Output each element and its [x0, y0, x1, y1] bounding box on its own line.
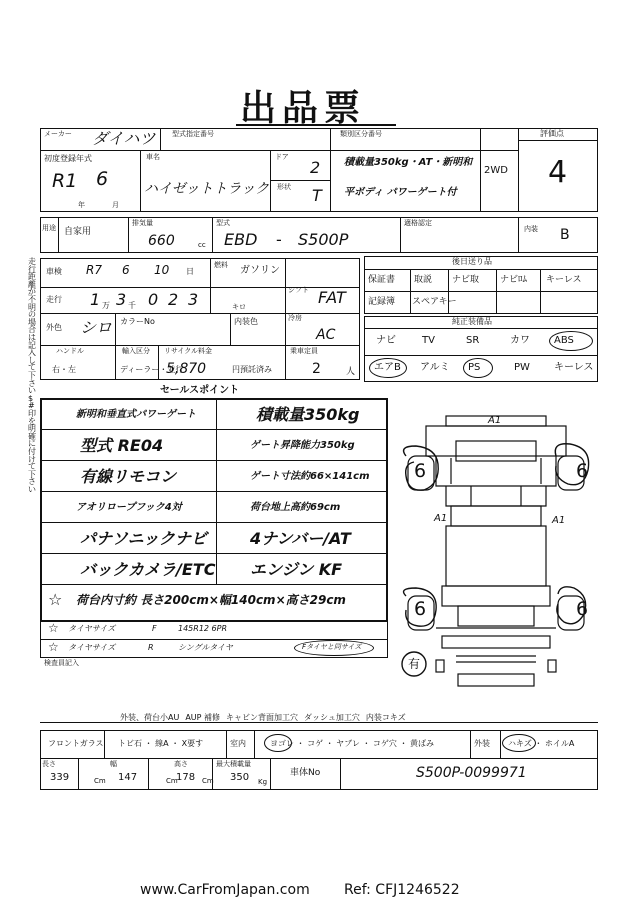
side-note-char: 距: [28, 272, 36, 282]
maker-value: ダイハツ: [92, 129, 156, 148]
height-label: 高さ: [174, 760, 188, 768]
sales-point-right: 荷台地上高約69cm: [250, 502, 341, 513]
reg-era: R1: [52, 170, 78, 192]
mileage-label: 走行: [46, 295, 62, 304]
remark-item: 外装、荷台小AU: [120, 713, 180, 722]
displacement-label: 排気量: [132, 219, 153, 227]
interior-grade: B: [560, 227, 570, 243]
side-note-char: 不: [28, 295, 36, 304]
bed-dimensions: 荷台内寸約 長さ200cm×幅140cm×高さ29cm: [76, 593, 346, 607]
model-code: S500P: [298, 230, 349, 249]
year-unit: 年: [78, 201, 85, 209]
doc-item: 記録簿: [368, 297, 396, 307]
tire-front-mark: F: [152, 624, 157, 633]
capacity-value: 2: [312, 361, 321, 377]
carname-value: ハイゼットトラック: [144, 181, 270, 197]
tire-size-label-front: タイヤサイズ: [68, 624, 116, 633]
damage-mark: 6: [576, 598, 589, 620]
doors-value: 2: [310, 158, 321, 177]
ac-value: AC: [316, 327, 336, 343]
cell-divider: [448, 269, 449, 314]
doc-item: 取説: [414, 275, 433, 285]
remark-item: キャビン背面加工穴: [226, 713, 299, 722]
sales-point-left: アオリロープフック4対: [76, 502, 182, 513]
import-label: 輸入区分: [122, 347, 150, 355]
inspection-month: 10: [154, 263, 170, 277]
cell-divider: [496, 269, 497, 314]
interior-color-label: 内装色: [234, 317, 258, 326]
side-note-char: 場: [28, 317, 36, 327]
glass-label: フロントガラス: [48, 739, 104, 748]
inspector-label: 検査員記入: [44, 659, 79, 667]
width-label: 幅: [110, 760, 117, 768]
equipment-item: ナビ: [376, 335, 396, 346]
damage-mark: A1: [488, 415, 502, 426]
color-no-label: カラーNo: [120, 317, 155, 326]
recycle-note: 円預託済み: [232, 365, 272, 374]
drive-type: 2WD: [484, 165, 508, 176]
title-underline: [236, 124, 396, 126]
star-icon: ☆: [48, 590, 63, 609]
side-note-char: さ: [28, 378, 36, 388]
class-label: 類別区分番号: [340, 130, 382, 138]
side-note-char: を: [28, 416, 36, 426]
remarks-underline: [40, 722, 598, 723]
damage-mark: 有: [408, 657, 421, 671]
equipment-header: 純正装備品: [452, 317, 492, 326]
row-divider: [40, 553, 388, 554]
fuel-value: ガソリン: [240, 265, 280, 276]
side-note-char: い: [28, 485, 36, 494]
side-note-char: 記: [28, 340, 36, 350]
spare-tire-note: Fタイヤと同サイズ: [302, 643, 362, 651]
cell-divider: [410, 269, 411, 314]
equipment-item: アルミ: [420, 362, 450, 373]
vehicle-diagram: [396, 396, 596, 706]
model-label: 型式: [216, 219, 230, 227]
mileage-digit-4: 2: [168, 290, 179, 309]
interior-cond-items: ヨゴレ ・ コゲ ・ ヤブレ ・ コゲ穴 ・ 黄ばみ: [270, 739, 435, 748]
glass-value: トビ石 ・ 線A ・ X要す: [118, 739, 204, 748]
equipment-item: カワ: [510, 335, 530, 346]
mileage-sen: 千: [128, 301, 136, 310]
type-spec-label: 型式指定番号: [172, 130, 214, 138]
sales-header: セールスポイント: [160, 385, 240, 396]
doc-item: ナビﾛﾑ: [500, 275, 528, 285]
length-unit: Cm: [94, 777, 106, 785]
tire-rear-mark: R: [148, 643, 154, 652]
star-icon: ☆: [48, 640, 59, 654]
chassis-value: S500P-0099971: [416, 765, 527, 781]
model-dash: -: [276, 230, 282, 249]
star-icon: ☆: [48, 621, 59, 635]
damage-mark: A1: [434, 513, 448, 524]
spec-line-1: 積載量350kg・AT・新明和: [344, 157, 473, 168]
side-note-char: 印: [28, 409, 36, 418]
sales-point-right: ゲート昇降能力350kg: [250, 440, 355, 451]
sales-point-left: 新明和垂直式パワーゲート: [76, 409, 196, 420]
damage-mark: 6: [414, 460, 427, 482]
displacement-value: 660: [148, 233, 175, 249]
shape-label: 形状: [277, 183, 291, 191]
remark-item: 内装コキズ: [365, 713, 406, 722]
equipment-item: SR: [466, 335, 480, 346]
doc-item: 保証書: [368, 275, 396, 285]
footer-site: www.CarFromJapan.com: [140, 882, 310, 898]
handle-value: 右・左: [52, 365, 76, 374]
row-divider: [40, 491, 388, 492]
side-note-char: て: [28, 462, 36, 472]
doc-item: スペアキー: [412, 297, 457, 307]
side-note-char: け: [28, 454, 36, 464]
width-value: 147: [118, 772, 138, 783]
cell-divider: [540, 269, 541, 314]
max-load-unit: Kg: [258, 778, 268, 786]
capacity-unit: 人: [346, 367, 356, 377]
side-note-char: 離: [28, 279, 36, 289]
side-note-char: 入: [28, 348, 36, 358]
side-note-char: 走: [28, 257, 36, 266]
width-unit: Cm: [166, 777, 178, 785]
mileage-digit-3: 0: [148, 290, 159, 309]
remark-item: AUP 補修: [185, 713, 221, 722]
chassis-label: 車体No: [290, 768, 321, 778]
sales-point-right: 積載量350kg: [256, 405, 360, 424]
height-unit: Cm: [202, 777, 214, 785]
month-unit: 月: [112, 201, 119, 209]
carname-label: 車名: [146, 153, 160, 161]
damage-mark: 6: [414, 598, 427, 620]
displacement-unit: cc: [198, 241, 206, 249]
fuel-label: 燃料: [214, 261, 228, 269]
score-value: 4: [548, 155, 568, 190]
doors-label: ドア: [275, 153, 289, 161]
ac-label: 冷房: [288, 314, 302, 322]
length-value: 339: [50, 772, 70, 783]
side-note-char: 明: [28, 302, 36, 312]
side-note-char: 下: [28, 371, 36, 380]
model-prefix: EBD: [224, 230, 258, 249]
color-value: シロ: [80, 318, 113, 337]
side-note-char: て: [28, 363, 36, 373]
row-divider: [40, 584, 388, 585]
sales-point-right: エンジン KF: [250, 560, 343, 579]
maker-label: メーカー: [44, 130, 72, 138]
sales-point-left: バックカメラ/ETC: [80, 560, 216, 579]
mileage-digit-1: 1: [90, 290, 101, 309]
max-load-label: 最大積載量: [216, 760, 251, 768]
capacity-label: 乗車定員: [290, 347, 318, 355]
shift-value: FAT: [318, 288, 346, 307]
footer-ref: Ref: CFJ1246522: [344, 882, 460, 898]
tag-label: 適格認定: [404, 219, 432, 227]
side-note-char: し: [28, 355, 36, 365]
inspection-era: R7: [86, 263, 102, 277]
first-reg-label: 初度登録年式: [44, 154, 92, 163]
mileage-digit-5: 3: [188, 290, 199, 309]
equipment-item: PS: [468, 362, 481, 373]
side-note-char: は: [28, 333, 36, 342]
side-note-char: の: [28, 310, 36, 320]
mileage-unit: キロ: [232, 303, 246, 311]
sales-point-left: 型式 RE04: [80, 436, 164, 455]
equipment-item: キーレス: [554, 362, 594, 373]
side-note-char: さ: [28, 477, 36, 487]
color-label: 外色: [46, 323, 62, 332]
shape-value: T: [312, 186, 322, 205]
remark-item: ダッシュ加工穴: [304, 713, 360, 722]
score-label: 評価点: [540, 129, 564, 138]
tire-rear-value: シングルタイヤ: [178, 643, 233, 652]
damage-mark: 6: [576, 460, 589, 482]
side-note-char: 行: [28, 264, 36, 274]
exterior-items: ハキズ ・ ホイルA: [508, 739, 575, 748]
interior-label: 内装: [524, 225, 538, 233]
reg-month: 6: [96, 168, 109, 190]
recycle-value: 5,870: [166, 361, 207, 377]
equipment-item: エアB: [374, 362, 401, 373]
doc-item: ナビ取: [452, 275, 480, 285]
inspection-day-unit: 日: [186, 267, 194, 276]
sales-point-right: 4ナンバー/AT: [250, 529, 351, 548]
side-note-char: に: [28, 439, 36, 449]
side-note-char: 明: [28, 424, 36, 434]
shift-label: シフト: [288, 286, 309, 294]
equipment-item: PW: [514, 362, 530, 373]
docs-header: 後日送り品: [452, 257, 492, 266]
side-note-char: $: [28, 393, 34, 403]
import-value: ディーラー・並行: [120, 365, 184, 374]
inspection-label: 車検: [46, 267, 62, 276]
usage-value: 自家用: [64, 227, 92, 237]
mileage-man: 万: [102, 301, 110, 310]
tire-size-label-rear: タイヤサイズ: [68, 643, 116, 652]
side-note-char: 下: [28, 469, 36, 479]
row-divider: [40, 522, 388, 523]
row-divider: [40, 460, 388, 461]
usage-label: 用途: [42, 224, 56, 232]
side-note-char: 付: [28, 447, 36, 456]
doc-item: キーレス: [546, 275, 582, 285]
page-title: 出品票: [240, 87, 367, 129]
mileage-digit-2: 3: [116, 290, 127, 309]
side-note-char: が: [28, 287, 36, 297]
handle-label: ハンドル: [56, 347, 84, 355]
side-note-char: 合: [28, 325, 36, 335]
height-value: 178: [176, 772, 196, 783]
damage-mark: A1: [552, 515, 566, 526]
tire-front-value: 145R12 6PR: [178, 624, 228, 633]
side-note-char: 確: [28, 431, 36, 441]
spec-line-2: 平ボディ パワーゲート付: [344, 187, 457, 198]
row-divider: [40, 429, 388, 430]
sales-point-left: パナソニックナビ: [80, 529, 207, 548]
side-note-char: い: [28, 386, 36, 396]
max-load-value: 350: [230, 772, 250, 783]
interior-cond-label: 室内: [230, 739, 246, 748]
sales-point-left: 有線リモコン: [80, 467, 177, 486]
length-label: 長さ: [42, 760, 56, 768]
inspection-year: 6: [122, 263, 130, 277]
recycle-label: リサイクル料金: [164, 347, 213, 355]
exterior-label: 外装: [474, 739, 490, 748]
side-note-char: #: [28, 401, 35, 411]
sales-point-right: ゲート寸法約66×141cm: [250, 471, 370, 482]
equipment-item: ABS: [554, 335, 574, 346]
equipment-item: TV: [422, 335, 435, 346]
